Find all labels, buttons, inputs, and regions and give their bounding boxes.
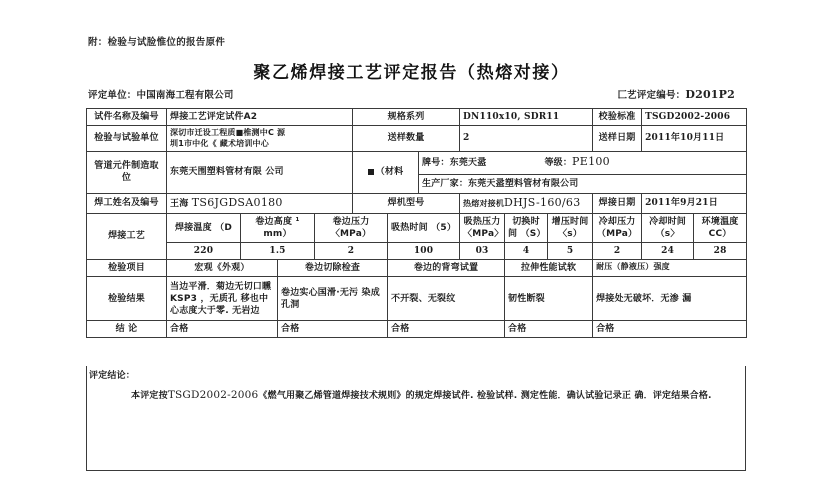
inspection-item-2: 卷边的背弯试置 [388, 260, 505, 277]
evaluation-conclusion-label: 评定结论： [89, 371, 136, 381]
conclusion-value-2: 合格 [388, 321, 505, 338]
param-value-3: 100 [388, 243, 460, 260]
param-value-0: 220 [167, 243, 241, 260]
manufacturer-label: 管道元件制造取位 [87, 151, 167, 193]
attachment-note: 附：检验与试脸惟位的报告原件 [88, 37, 226, 48]
param-header-5: 切换时间 （S） [505, 213, 548, 242]
material-detail-inner [419, 152, 746, 193]
test-unit-value [167, 126, 353, 152]
conclusion-text-suffix: 《燃气用聚乙烯管道焊接技术规则》的规定焊接试件. 检验试样. 测定性能．确认试验记录正 确．评定结果合格. [258, 391, 712, 401]
param-header-9: 环境温度 CC） [694, 213, 747, 242]
param-header-2: 卷边压力 〈MPa） [315, 213, 388, 242]
evaluation-unit-label: 评定单位： [88, 90, 137, 101]
test-unit-label: 检验与试验单位 [87, 126, 167, 152]
conclusion-value-3: 合格 [505, 321, 593, 338]
table-row-conclusion [87, 321, 747, 338]
table-row-process-values [87, 243, 747, 260]
inspection-standard-label: 校验标准 [593, 109, 642, 126]
param-value-6: 5 [548, 243, 593, 260]
param-value-4: 03 [460, 243, 505, 260]
machine-label: 焊机型号 [353, 193, 460, 213]
specimen-label: 试件名称及编号 [87, 109, 167, 126]
spec-series-value: DN110x10, SDR11 [460, 109, 593, 126]
param-header-4: 吸热压力 〈MPa〉 [460, 213, 505, 242]
factory-value: 东莞天盝塑料管材有限公司 [468, 178, 579, 189]
report-table [86, 108, 747, 338]
brand-label: 牌号： [422, 157, 450, 168]
table-row-process-headers [87, 213, 747, 242]
evaluation-unit-value: 中国南海工程有限公司 [136, 90, 234, 101]
inspection-standard-value: TSGD2002-2006 [642, 109, 747, 126]
param-header-3: 吸热时间 （5） [388, 213, 460, 242]
conclusion-label: 结 论 [87, 321, 167, 338]
manufacturer-value: 东莞天围塑料管材有限 公司 [167, 151, 353, 193]
machine-type: 热熔对接机 [463, 198, 505, 208]
evaluation-conclusion-block [86, 366, 746, 471]
inspection-item-3: 拉伸性能试软 [505, 260, 593, 277]
param-header-1: 卷边高度 ¹ mm） [241, 213, 315, 242]
conclusion-value-4: 合格 [593, 321, 747, 338]
sample-qty-value: 2 [460, 126, 593, 152]
inspection-result-1: 卷边实心国滑·无污 染成孔洞 [278, 277, 388, 321]
inspection-item-0: 宏观《外观） [167, 260, 278, 277]
conclusion-text-prefix: 本评定按 [131, 391, 168, 401]
process-label: 焊接工艺 [87, 213, 167, 259]
table-row-inspection-items [87, 260, 747, 277]
sample-date-value: 2011年10月11日 [642, 126, 747, 152]
procedure-number-value: D201P2 [685, 88, 735, 101]
table-row-specimen [87, 109, 747, 126]
param-header-6: 增压时间 〈s） [548, 213, 593, 242]
param-value-5: 4 [505, 243, 548, 260]
param-header-8: 冷却时间 （s〉 [642, 213, 694, 242]
param-value-2: 2 [315, 243, 388, 260]
param-header-7: 冷却压力 （MPa） [593, 213, 642, 242]
sample-qty-label: 送样数量 [353, 126, 460, 152]
inspection-result-3: 韧性断裂 [505, 277, 593, 321]
inspection-result-2: 不开裂、无裂纹 [388, 277, 505, 321]
material-factory-row [419, 174, 746, 193]
evaluation-unit-line [88, 87, 234, 101]
conclusion-value-0: 合格 [167, 321, 278, 338]
page-title: 聚乙烯焊接工艺评定报告（热熔对接） [253, 63, 570, 83]
material-label: （材料 [375, 167, 404, 178]
grade-label: 等级： [544, 157, 573, 168]
param-header-0: 焊接温度 （D [167, 213, 241, 242]
inspection-items-label: 检验项目 [87, 260, 167, 277]
weld-date-label: 焊接日期 [593, 193, 642, 213]
material-label-cell [353, 151, 419, 193]
report-table-wrapper [86, 108, 746, 338]
welder-name: 王海 [170, 198, 189, 209]
inspection-results-label: 检验结果 [87, 277, 167, 321]
conclusion-standard: TSGD2002-2006 [167, 389, 259, 401]
evaluation-conclusion-text [131, 388, 735, 404]
inspection-result-4: 焊接处无破坏．无渗 漏 [593, 277, 747, 321]
param-value-1: 1.5 [241, 243, 315, 260]
material-brand-row [419, 152, 746, 174]
welder-id: TS6JGDSA0180 [191, 195, 283, 209]
table-row-inspection-results [87, 277, 747, 321]
machine-model: DHJS-160/63 [504, 195, 581, 209]
table-row-welder [87, 193, 747, 213]
inspection-item-4: 耐压（静液压）强度 [593, 260, 747, 277]
procedure-number-label: 匚艺评定编号： [617, 90, 686, 101]
sample-date-label: 送样日期 [593, 126, 642, 152]
welder-value-cell [167, 193, 353, 213]
grade-value: PE100 [572, 154, 610, 168]
inspection-result-0: 当边平滑．菊边无切口矄 KSP3 ，无质孔 移也中 心志度大于零. 无岩边 [167, 277, 278, 321]
spec-series-label: 规格系列 [353, 109, 460, 126]
param-value-7: 2 [593, 243, 642, 260]
inspection-item-1: 卷边切除检查 [278, 260, 388, 277]
filled-square-icon [368, 169, 374, 175]
weld-date-value: 2011年9月21日 [642, 193, 747, 213]
brand-value: 东莞天盝 [449, 157, 487, 168]
specimen-value: 焊接工艺评定试件A2 [167, 109, 353, 126]
factory-label: 生产厂家： [422, 178, 469, 189]
welder-label: 焊工姓名及编号 [87, 193, 167, 213]
conclusion-value-1: 合格 [278, 321, 388, 338]
table-row-manufacturer [87, 151, 747, 193]
table-row-test-unit [87, 126, 747, 152]
test-unit-value-line2: 圳1市中化《 藏术培训中心 [170, 138, 269, 148]
test-unit-value-line1: 深切市迁设工程质■椎测中C 源 [170, 128, 286, 138]
material-detail-cell [419, 151, 747, 193]
param-value-8: 24 [642, 243, 694, 260]
param-value-9: 28 [694, 243, 747, 260]
machine-value-cell [460, 193, 593, 213]
procedure-number-line [617, 87, 735, 101]
